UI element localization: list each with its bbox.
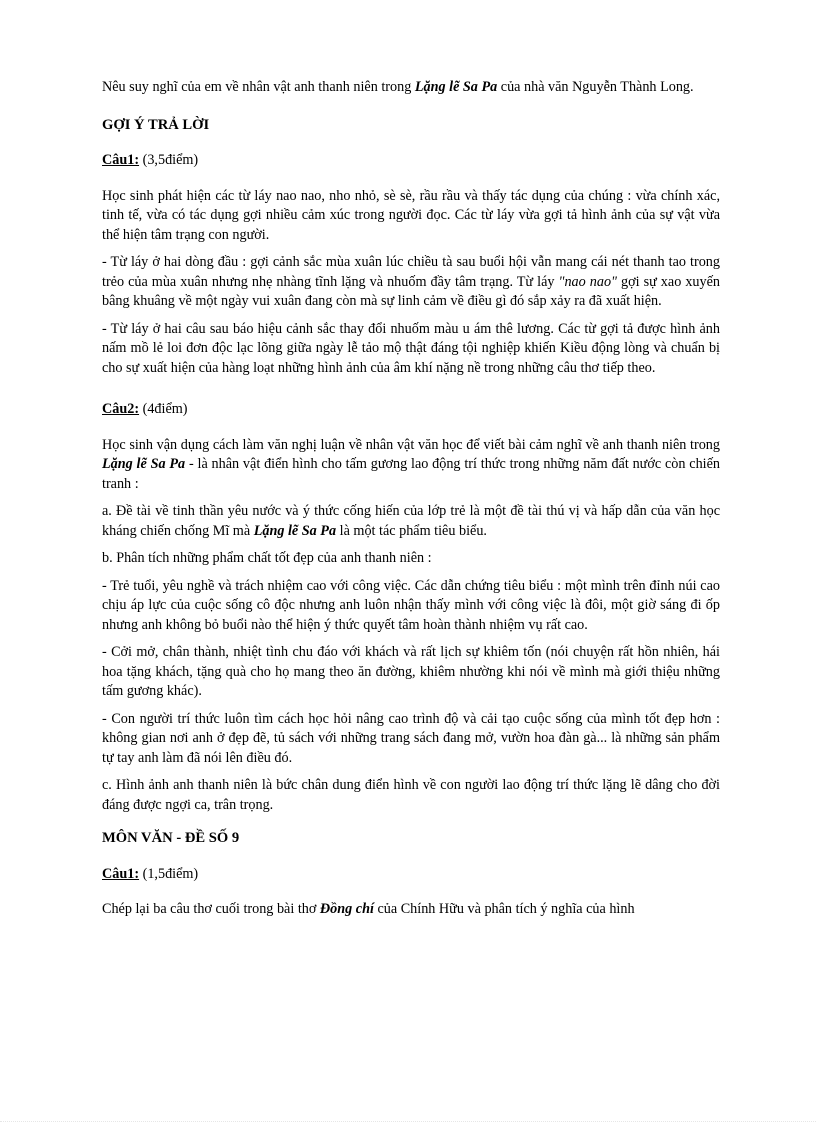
cau1-p2-text: - Từ láy ở hai dòng đầu : gợi cảnh sắc mùa xuân lúc chiều tà sau buổi hội vẫn mang cái nét thanh tao trong trẻo của mùa xuân nhưng nhẹ nhàng tĩnh lặng và nhuốm đầy tâm trạng. Từ láy (102, 254, 720, 290)
de9-cau1-paragraph (102, 900, 720, 920)
de9-cau1-score: (1,5điểm) (139, 865, 199, 882)
cau2-a-text: a. Đề tài về tinh thần yêu nước và ý thức cống hiến của lớp trẻ là một đề tài thú vị và hấp dẫn của văn học kháng chiến chống Mĩ mà (102, 503, 720, 539)
intro-text: Nêu suy nghĩ của em về nhân vật anh thanh niên trong (102, 79, 415, 95)
de9-cau1-label: Câu1: (102, 865, 140, 882)
cau2-point-c: c. Hình ảnh anh thanh niên là bức chân dung điển hình về con người lao động trí thức lặng lẽ dâng cho đời đáng được ngợi ca, trân trọng. (102, 777, 720, 813)
de9-cau1-header (102, 865, 720, 885)
cau1-paragraph-2 (102, 253, 720, 312)
intro-text-end: của nhà văn Nguyễn Thành Long. (497, 79, 694, 95)
de9-p-text-end: của Chính Hữu và phân tích ý nghĩa của hình (373, 901, 635, 917)
work-title: Lặng lẽ Sa Pa (414, 79, 498, 95)
cau2-point-b2: - Cởi mở, chân thành, nhiệt tình chu đáo với khách và rất lịch sự khiêm tốn (nói chuyện rất hồn nhiên, hái hoa tặng khách, tặng quà cho họ mang theo ăn đường, khiêm nhường khi nói về mình mà giới thiệu những tấm gương khác). (102, 644, 720, 699)
cau2-score: (4điểm) (139, 401, 188, 417)
answer-heading: GỢI Ý TRẢ LỜI (102, 116, 210, 133)
cau2-p1-text-end: - là nhân vật điển hình cho tấm gương lao động trí thức trong những năm đất nước còn chiến tranh : (102, 456, 720, 492)
cau2-a-title: Lặng lẽ Sa Pa (253, 522, 337, 539)
cau1-score: (3,5điểm) (139, 152, 199, 168)
section-heading-de9: MÔN VĂN - ĐỀ SỐ 9 (102, 830, 240, 846)
cau2-point-b1: - Trẻ tuổi, yêu nghề và trách nhiệm cao với công việc. Các dẫn chứng tiêu biểu : một mình trên đỉnh núi cao chịu áp lực của cuộc sống cô độc nhưng anh luôn nhận thấy mình với công việc là đôi, một giờ sáng đi ốp nhưng anh không bỏ buổi nào thể hiện ý thức quyết tâm hoàn thành nhiệm vụ rất cao. (102, 577, 720, 633)
page-bottom-divider (0, 1121, 816, 1122)
de9-p-title: Đồng chí (319, 901, 374, 917)
de9-p-text: Chép lại ba câu thơ cuối trong bài thơ (102, 901, 320, 917)
cau1-p2-text-end: gợi sự xao xuyến bâng khuâng về một ngày vui xuân đang còn mà sự linh cảm về điều gì đó sắp xảy ra đã xuất hiện. (102, 273, 720, 309)
cau2-p1-text: Học sinh vận dụng cách làm văn nghị luận về nhân vật văn học để viết bài cảm nghĩ về anh thanh niên trong (102, 436, 720, 453)
cau2-point-b: b. Phân tích những phẩm chất tốt đẹp của anh thanh niên : (102, 550, 432, 566)
cau1-header (102, 151, 720, 171)
cau1-paragraph-3: - Từ láy ở hai câu sau báo hiệu cảnh sắc thay đổi nhuốm màu u ám thê lương. Các từ gợi tả được hình ảnh nấm mồ lẻ loi đơn độc lạc lõng giữa ngày lễ tảo mộ thật đáng tội nghiệp khiến Kiều động lòng và chuẩn bị cho sự xuất hiện của hàng loạt những hình ảnh của âm khí nặng nề trong những câu thơ tiếp theo. (102, 320, 720, 376)
cau2-p1-title: Lặng lẽ Sa Pa (102, 456, 186, 472)
cau1-label: Câu1: (102, 152, 140, 168)
document-page (102, 78, 720, 928)
cau2-a-text-end: là một tác phẩm tiêu biểu. (336, 522, 487, 539)
cau1-p2-quote: "nao nao" (558, 273, 617, 290)
cau1-paragraph-1: Học sinh phát hiện các từ láy nao nao, nho nhỏ, sè sè, rầu rầu và thấy tác dụng của chúng : vừa chính xác, tinh tế, vừa có tác dụng gợi nhiều cảm xúc trong người đọc. Các từ láy vừa gợi tả hình ảnh của sự vật vừa thể hiện tâm trạng con người. (102, 187, 720, 243)
cau2-label: Câu2: (102, 401, 140, 417)
cau2-point-a (102, 502, 720, 541)
cau2-point-b3: - Con người trí thức luôn tìm cách học hỏi nâng cao trình độ và cải tạo cuộc sống của mình tốt đẹp hơn : không gian nơi anh ở đẹp đẽ, tủ sách với những trang sách đang mở, vườn hoa đàn gà... là những sản phẩm tự tay anh làm đã nói lên điều đó. (102, 710, 720, 766)
cau2-header (102, 400, 720, 420)
cau2-paragraph-1 (102, 436, 720, 495)
question-intro (102, 78, 720, 98)
